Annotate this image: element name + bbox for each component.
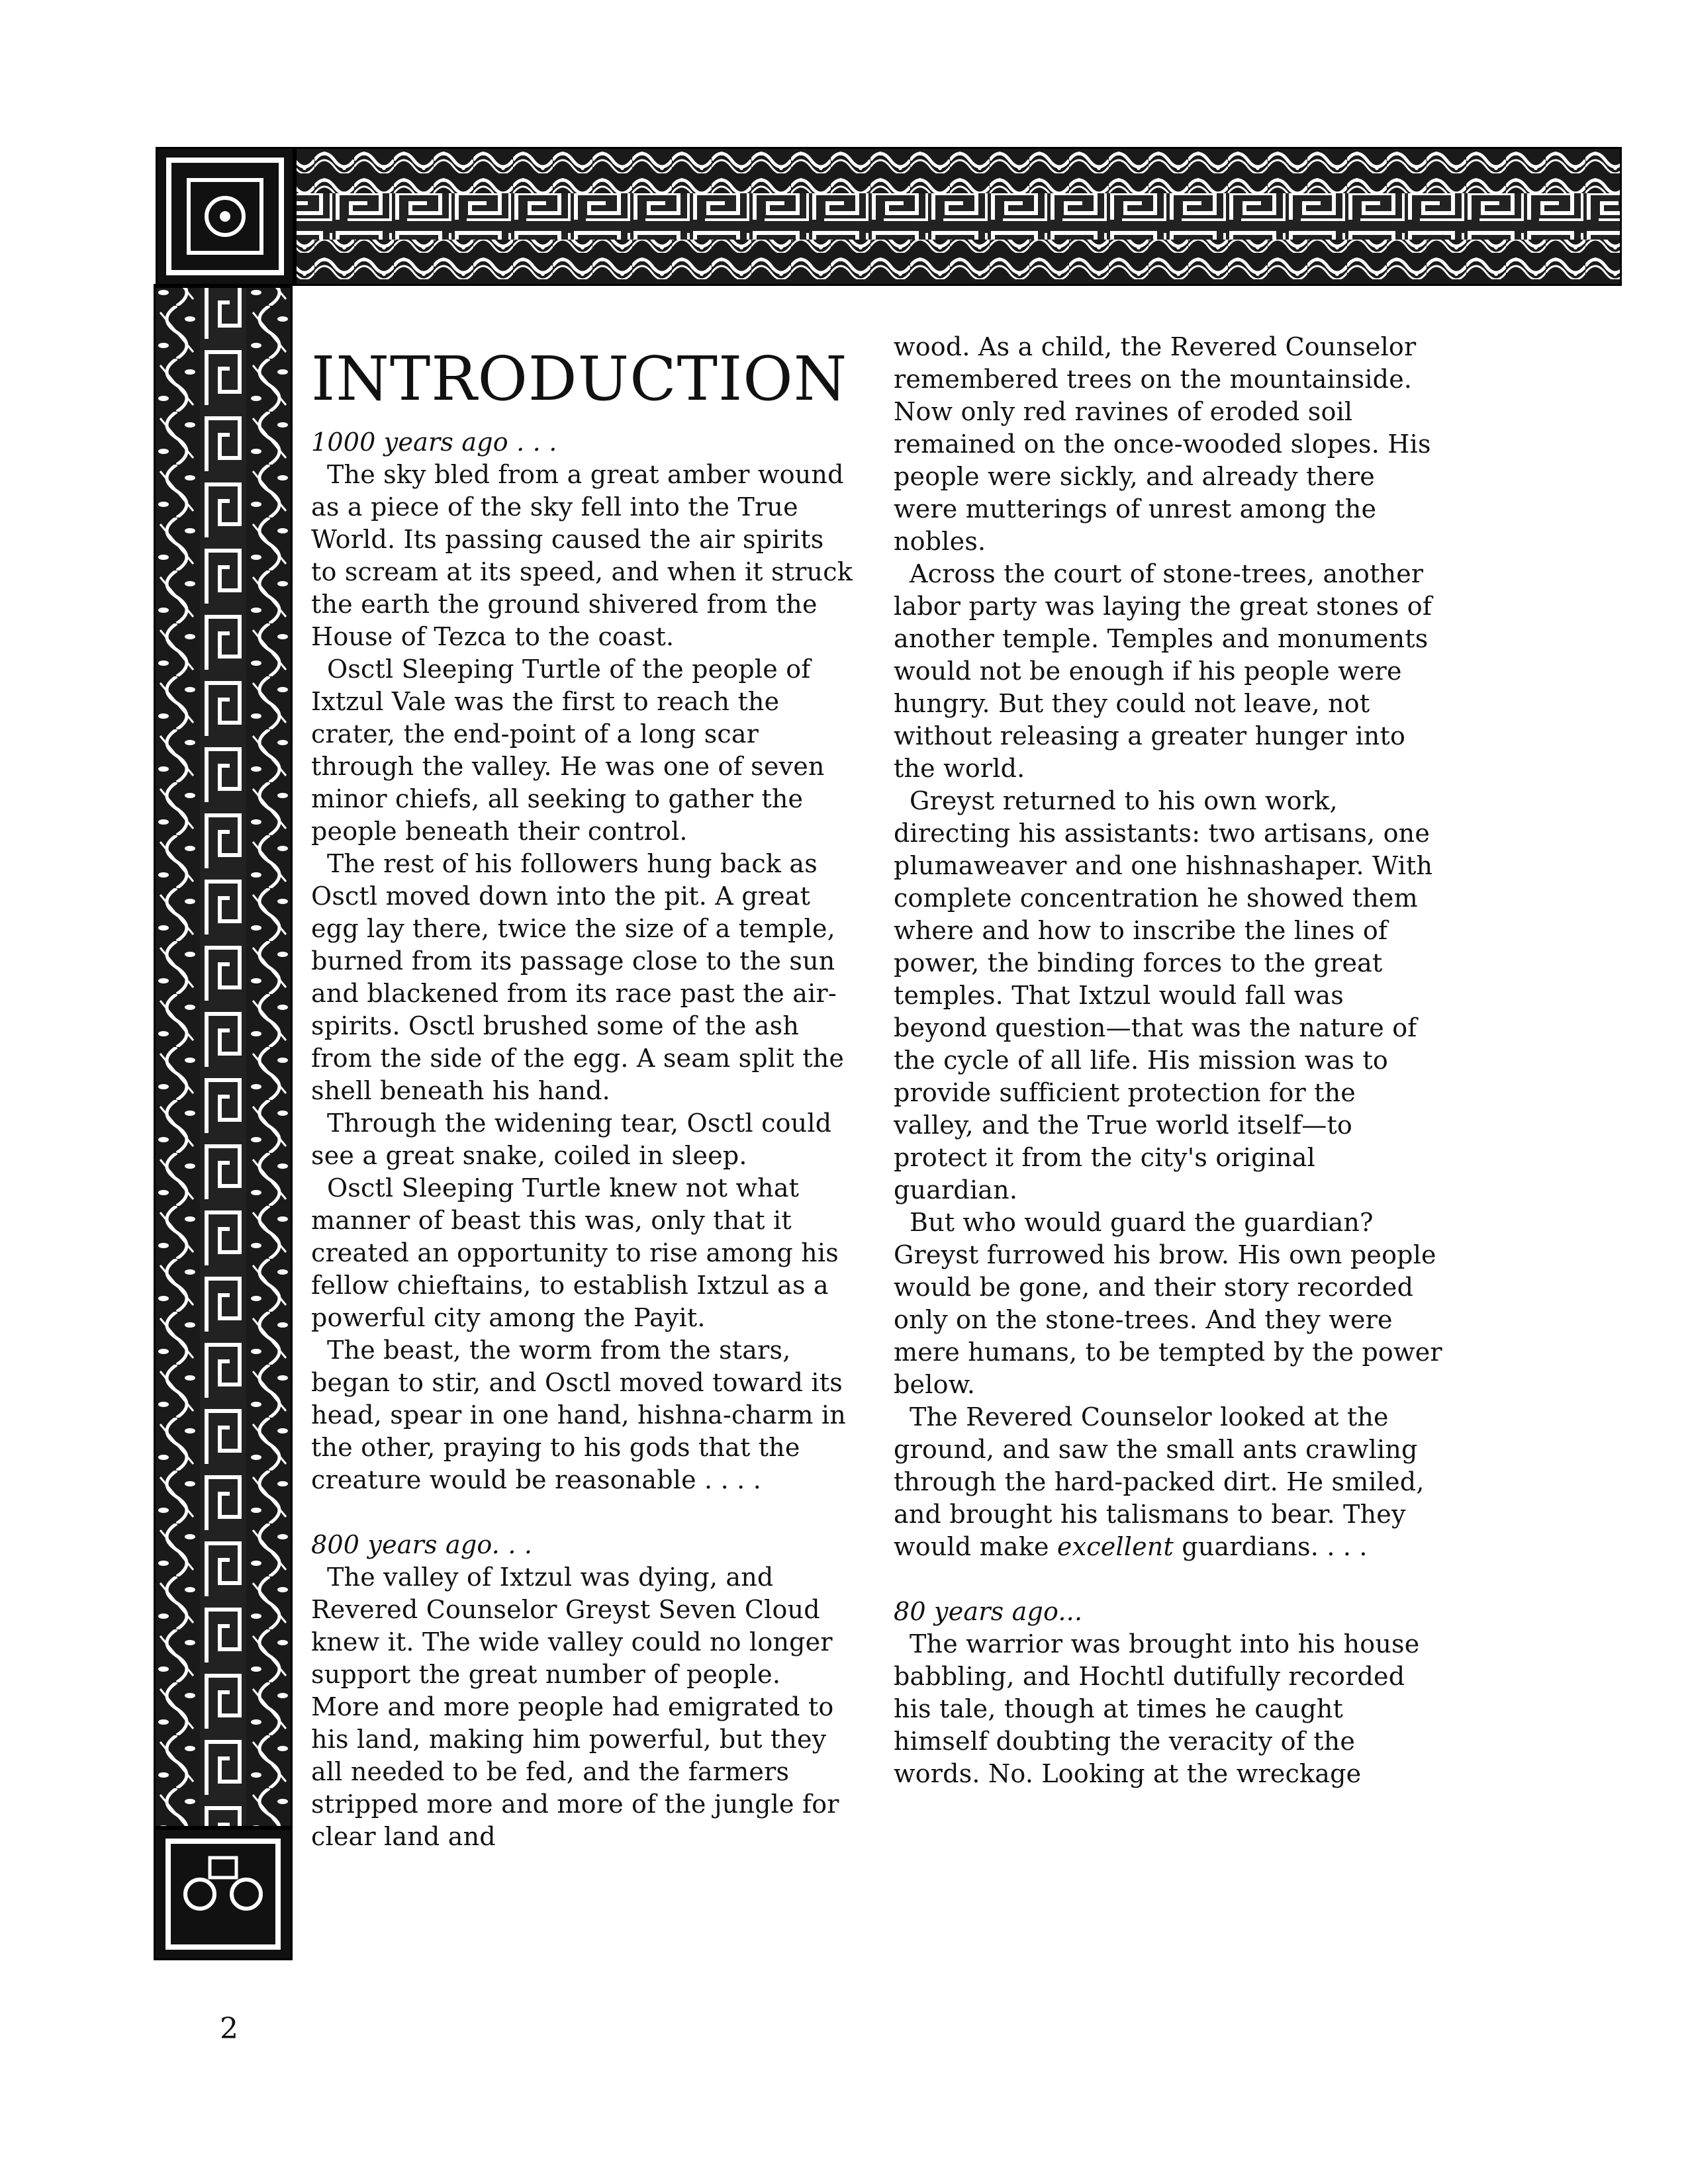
page-number: 2 [220, 2012, 238, 2046]
emphasis-text: excellent [1056, 1532, 1174, 1561]
paragraph: The valley of Ixtzul was dying, and Revered Counselor Greyst Seven Cloud knew it. The wide valley could no longer support the great number of people. More and more people had emigrated to his land, making him powerful, but they all needed to be fed, and the farmers stripped more and more of the jungle for clear land and [311, 1563, 839, 1851]
paragraph: Greyst returned to his own work, directing his assistants: two artisans, one plumaweaver and one hishnashaper. With complete concentration he showed them where and how to inscribe the lines of power, the binding forces to the great temples. That Ixtzul would fall was beyond question—that was the nature of the cycle of all life. His mission was to provide sufficient protection for the valley, and the True world itself—to protect it from the city's original guardian. [894, 786, 1433, 1205]
right-text-column [894, 331, 1443, 1790]
paragraph: Osctl Sleeping Turtle of the people of Ixtzul Vale was the first to reach the crater, the end-point of a long scar through the valley. He was one of seven minor chiefs, all seeking to gather the people beneath their control. [311, 655, 825, 846]
era-heading-1000: 1000 years ago . . . [311, 428, 557, 457]
left-ornamental-border [154, 147, 293, 1960]
page-title: INTRODUCTION [311, 343, 848, 414]
era-heading-80: 80 years ago... [894, 1597, 1083, 1626]
left-text-column [311, 343, 854, 1853]
top-ornamental-border [156, 147, 1622, 286]
paragraph: The rest of his followers hung back as Osctl moved down into the pit. A great egg lay there, twice the size of a temple, burned from its passage close to the sun and blackened from its race past the air-spirits. Osctl brushed some of the ash from the side of the egg. A seam split the shell beneath his hand. [311, 849, 845, 1105]
paragraph: The warrior was brought into his house babbling, and Hochtl dutifully recorded his tale, though at times he caught himself doubting the veracity of the words. No. Looking at the wreckage [894, 1629, 1420, 1788]
paragraph: Through the widening tear, Osctl could see a great snake, coiled in sleep. [311, 1109, 832, 1170]
paragraph: The beast, the worm from the stars, began to stir, and Osctl moved toward its head, spear in one hand, hishna-charm in the other, praying to his gods that the creature would be reasonable . . . . [311, 1336, 846, 1494]
paragraph-text: The Revered Counselor looked at the ground, and saw the small ants crawling through the hard-packed dirt. He smiled, and brought his talismans to bear. They would make [894, 1402, 1425, 1561]
paragraph: Osctl Sleeping Turtle knew not what manner of beast this was, only that it created an opportunity to rise among his fellow chieftains, to establish Ixtzul as a powerful city among the Payit. [311, 1173, 839, 1332]
paragraph: But who would guard the guardian? Greyst furrowed his brow. His own people would be gone, and their story recorded only on the stone-trees. And they were mere humans, to be tempted by the power below. [894, 1208, 1442, 1399]
paragraph: Across the court of stone-trees, another labor party was laying the great stones of another temple. Temples and monuments would not be enough if his people were hungry. But they could not leave, not without releasing a greater hunger into the world. [894, 559, 1432, 783]
paragraph [894, 1401, 1443, 1563]
era-heading-800: 800 years ago. . . [311, 1530, 533, 1559]
paragraph-text: guardians. . . . [1182, 1532, 1368, 1561]
paragraph-continued: wood. As a child, the Revered Counselor remembered trees on the mountainside. Now only red ravines of eroded soil remained on the once-wooded slopes. His people were sickly, and already there were mutterings of unrest among the nobles. [894, 332, 1431, 556]
paragraph: The sky bled from a great amber wound as a piece of the sky fell into the True World. Its passing caused the air spirits to scream at its speed, and when it struck the earth the ground shivered from the House of Tezca to the coast. [311, 460, 853, 651]
